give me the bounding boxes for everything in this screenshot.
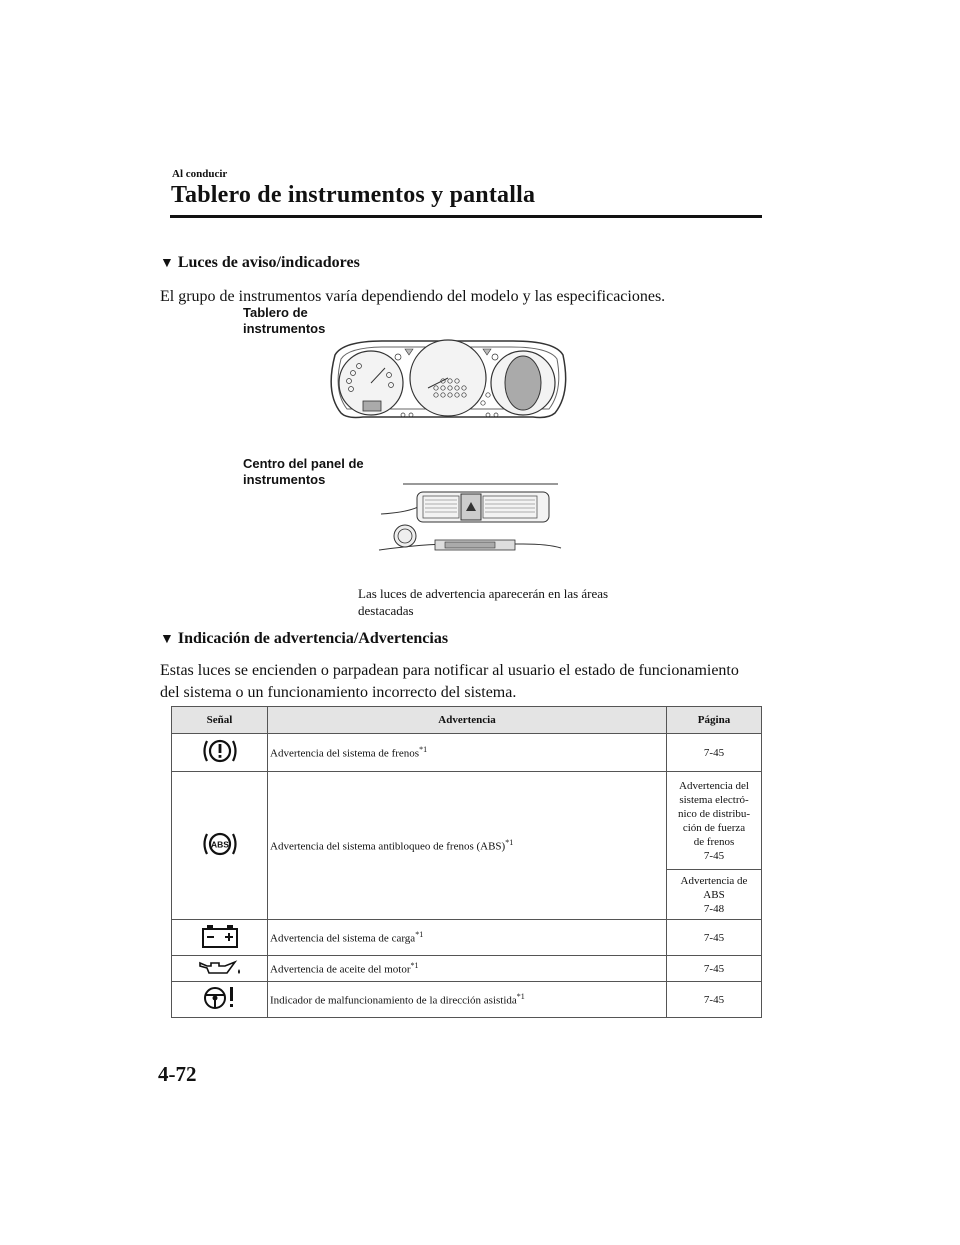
oil-can-icon bbox=[197, 957, 243, 977]
figure-caption-line2: destacadas bbox=[358, 603, 414, 618]
center-panel-illustration bbox=[373, 478, 563, 558]
instrument-cluster-illustration bbox=[323, 333, 573, 423]
figure-label-cluster-line2: instrumentos bbox=[243, 321, 326, 336]
page-line: sistema electró- bbox=[679, 793, 749, 806]
power-steering-icon bbox=[199, 983, 241, 1013]
desc-text: Advertencia de aceite del motor bbox=[270, 963, 411, 976]
luces-intro: El grupo de instrumentos varía dependiendo del modelo y las especificaciones. bbox=[160, 288, 666, 305]
figure-label-center-line2: instrumentos bbox=[243, 472, 326, 487]
page-line: ABS bbox=[703, 888, 725, 901]
icon-cell bbox=[172, 956, 268, 982]
footnote-mark: *1 bbox=[419, 745, 428, 755]
page-line: ción de fuerza bbox=[682, 821, 746, 834]
figure-caption-line1: Las luces de advertencia aparecerán en las áreas bbox=[358, 586, 609, 601]
luces-heading-text: Luces de aviso/indicadores bbox=[177, 254, 360, 271]
icon-cell bbox=[172, 920, 268, 956]
figure-label-center-line1: Centro del panel de bbox=[243, 456, 364, 471]
advertencias-intro-line1: Estas luces se encienden o parpadean para notificar al usuario el estado de funcionamiento bbox=[160, 662, 739, 679]
svg-text:ABS: ABS bbox=[210, 839, 229, 850]
icon-cell bbox=[172, 772, 268, 920]
desc-cell bbox=[268, 734, 667, 772]
icon-cell bbox=[172, 982, 268, 1018]
luces-heading bbox=[160, 254, 360, 272]
battery-icon bbox=[199, 923, 241, 949]
abs-warning-icon bbox=[200, 829, 240, 859]
header-pagina: Página bbox=[667, 707, 762, 734]
desc-text: Advertencia del sistema de carga bbox=[270, 932, 416, 945]
figure-label-cluster bbox=[243, 305, 325, 337]
chapter-title: Tablero de instrumentos y pantalla bbox=[171, 182, 536, 208]
page-line: Advertencia del bbox=[679, 779, 749, 792]
table-row bbox=[172, 734, 762, 772]
page-cell: 7-45 bbox=[667, 734, 762, 772]
page-cell bbox=[667, 870, 762, 920]
advertencias-intro-line2: del sistema o un funcionamiento incorrecto del sistema. bbox=[160, 684, 517, 701]
page-number: 4-72 bbox=[158, 1062, 197, 1086]
triangle-marker-icon: ▼ bbox=[160, 632, 174, 647]
figure-label-cluster-line1: Tablero de bbox=[243, 305, 308, 320]
table-row bbox=[172, 772, 762, 870]
page-line: nico de distribu- bbox=[677, 807, 751, 820]
table-row bbox=[172, 920, 762, 956]
advertencias-intro bbox=[160, 660, 760, 704]
page-cell: 7-45 bbox=[667, 956, 762, 982]
desc-text: Advertencia del sistema de frenos bbox=[270, 747, 420, 760]
page-cell bbox=[667, 772, 762, 870]
page-line: 7-48 bbox=[703, 902, 725, 915]
brake-warning-icon bbox=[200, 736, 240, 766]
desc-cell bbox=[268, 920, 667, 956]
advertencias-heading-text: Indicación de advertencia/Advertencias bbox=[177, 630, 449, 647]
page-cell: 7-45 bbox=[667, 920, 762, 956]
footnote-mark: *1 bbox=[505, 838, 514, 848]
header-advertencia: Advertencia bbox=[268, 707, 667, 734]
section-label: Al conducir bbox=[172, 168, 228, 180]
desc-cell bbox=[268, 982, 667, 1018]
icon-cell bbox=[172, 734, 268, 772]
page-cell: 7-45 bbox=[667, 982, 762, 1018]
title-rule bbox=[170, 215, 762, 218]
desc-cell bbox=[268, 772, 667, 920]
footnote-mark: *1 bbox=[410, 961, 419, 971]
advertencias-heading bbox=[160, 630, 448, 648]
footnote-mark: *1 bbox=[415, 930, 424, 940]
figure-caption bbox=[358, 585, 608, 619]
table-header-row bbox=[172, 707, 762, 734]
warning-table bbox=[171, 706, 762, 1018]
header-senal: Señal bbox=[172, 707, 268, 734]
page-line: de frenos bbox=[693, 835, 735, 848]
figure-label-center-panel bbox=[243, 456, 364, 488]
triangle-marker-icon: ▼ bbox=[160, 256, 174, 271]
page-line: Advertencia de bbox=[680, 874, 748, 887]
footnote-mark: *1 bbox=[516, 992, 525, 1002]
desc-text: Indicador de malfuncionamiento de la dirección asistida bbox=[270, 994, 517, 1007]
page-line: 7-45 bbox=[703, 849, 725, 862]
table-row bbox=[172, 956, 762, 982]
desc-cell bbox=[268, 956, 667, 982]
desc-text: Advertencia del sistema antibloqueo de frenos (ABS) bbox=[270, 840, 506, 853]
table-row bbox=[172, 982, 762, 1018]
